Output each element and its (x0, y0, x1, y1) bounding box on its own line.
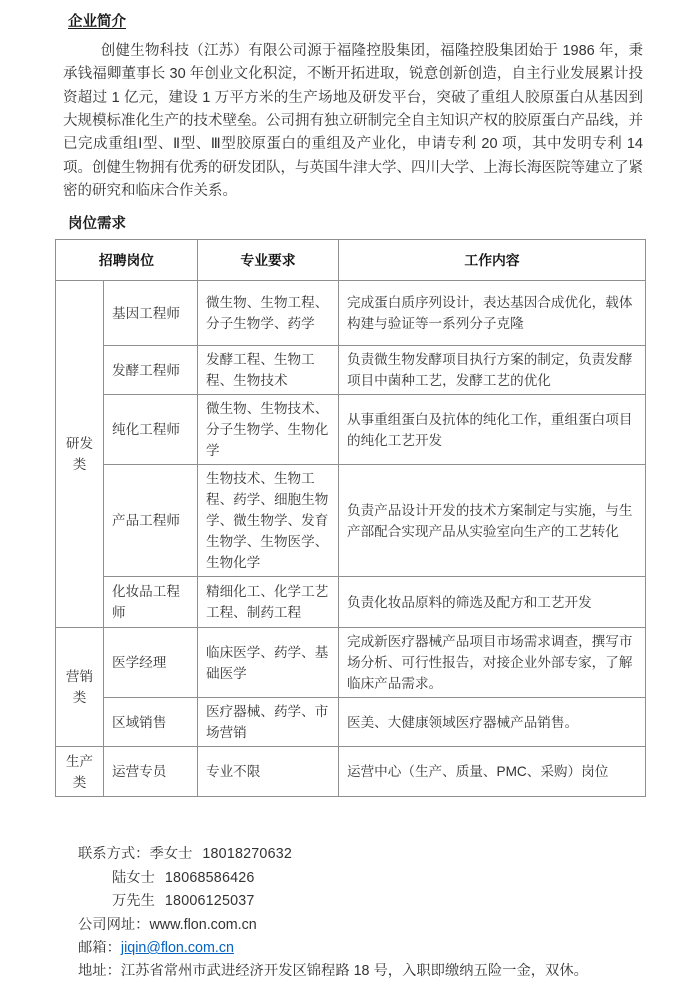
contact-section (78, 843, 645, 983)
major-cell: 医疗器械、药学、市场营销 (198, 698, 339, 747)
contact-name: 季女士 (149, 846, 193, 863)
work-cell: 完成新医疗器械产品项目市场需求调查，撰写市场分析、可行性报告，对接企业外部专家，了解临床产品需求。 (339, 628, 646, 698)
contact-phone: 18018270632 (202, 846, 293, 863)
contact-name: 陆女士 (112, 869, 155, 886)
company-intro-paragraph: 创健生物科技（江苏）有限公司源于福隆控股集团，福隆控股集团始于 1986 年，秉承钱福卿董事长 30 年创业文化积淀，不断开拓进取，锐意创新创造，自主行业发展累计投资超过 1 亿元，建设 1 万平方米的生产场地及研发平台，突破了重组人胶原蛋白从基因到大规模标准化生产的技术壁垒。公司拥有独立研制完全自主知识产权的胶原蛋白产品线，并已完成重组Ⅰ型、Ⅱ型、Ⅲ型胶原蛋白的重组及产业化，申请专利 20 项，其中发明专利 14 项。创健生物拥有优秀的研发团队，与英国牛津大学、四川大学、上海长海医院等建立了紧密的研究和临床合作关系。 (63, 42, 643, 200)
contact-phone: 18006125037 (164, 893, 255, 910)
position-cell: 基因工程师 (104, 281, 198, 346)
email-line (78, 937, 645, 960)
address-label: 地址： (78, 963, 121, 980)
work-cell: 负责微生物发酵项目执行方案的制定，负责发酵项目中菌种工艺，发酵工艺的优化 (339, 346, 646, 395)
position-cell: 运营专员 (104, 747, 198, 797)
position-cell: 医学经理 (104, 628, 198, 698)
position-cell: 区域销售 (104, 698, 198, 747)
position-cell: 纯化工程师 (104, 395, 198, 465)
table-row (56, 628, 646, 698)
table-row (56, 747, 646, 797)
major-cell: 专业不限 (198, 747, 339, 797)
table-row (56, 346, 646, 395)
header-position-column: 招聘岗位 (56, 240, 198, 281)
website-line (78, 914, 645, 937)
table-header-row (56, 240, 646, 281)
table-row (56, 698, 646, 747)
work-cell: 运营中心（生产、质量、PMC、采购）岗位 (339, 747, 646, 797)
table-row (56, 577, 646, 628)
work-cell: 负责产品设计开发的技术方案制定与实施，与生产部配合实现产品从实验室向生产的工艺转化 (339, 465, 646, 577)
position-cell: 产品工程师 (104, 465, 198, 577)
website-value: www.flon.com.cn (149, 916, 257, 933)
email-link[interactable]: jiqin@flon.com.cn (120, 939, 234, 956)
table-row (56, 395, 646, 465)
category-cell-rd: 研发类 (56, 281, 104, 628)
major-cell: 发酵工程、生物工程、生物技术 (198, 346, 339, 395)
major-cell: 生物技术、生物工程、药学、细胞生物学、微生物学、发育生物学、生物医学、生物化学 (198, 465, 339, 577)
work-cell: 完成蛋白质序列设计，表达基因合成优化，载体构建与验证等一系列分子克隆 (339, 281, 646, 346)
position-cell: 发酵工程师 (104, 346, 198, 395)
contact-name: 万先生 (112, 893, 155, 910)
major-cell: 微生物、生物技术、分子生物学、生物化学 (198, 395, 339, 465)
work-cell: 医美、大健康领域医疗器械产品销售。 (339, 698, 646, 747)
positions-section-title: 岗位需求 (68, 215, 126, 232)
contact-phone: 18068586426 (164, 869, 255, 886)
address-line (78, 960, 645, 983)
header-major-column: 专业要求 (198, 240, 339, 281)
contact-line-primary (78, 843, 645, 866)
header-work-column: 工作内容 (339, 240, 646, 281)
position-cell: 化妆品工程师 (104, 577, 198, 628)
work-cell: 负责化妆品原料的筛选及配方和工艺开发 (339, 577, 646, 628)
table-row (56, 465, 646, 577)
work-cell: 从事重组蛋白及抗体的纯化工作，重组蛋白项目的纯化工艺开发 (339, 395, 646, 465)
website-label: 公司网址： (78, 916, 150, 933)
major-cell: 微生物、生物工程、分子生物学、药学 (198, 281, 339, 346)
major-cell: 临床医学、药学、基础医学 (198, 628, 339, 698)
contact-label: 联系方式： (78, 846, 150, 863)
major-cell: 精细化工、化学工艺工程、制药工程 (198, 577, 339, 628)
category-cell-production: 生产类 (56, 747, 104, 797)
recruitment-table (55, 239, 646, 797)
contact-line-secondary (78, 867, 645, 890)
category-cell-marketing: 营销类 (56, 628, 104, 747)
address-value: 江苏省常州市武进经济开发区锦程路 18 号，入职即缴纳五险一金，双休。 (120, 963, 588, 980)
table-row (56, 281, 646, 346)
company-profile-title: 企业简介 (68, 14, 126, 30)
contact-line-tertiary (78, 890, 645, 913)
email-label: 邮箱： (78, 939, 121, 956)
